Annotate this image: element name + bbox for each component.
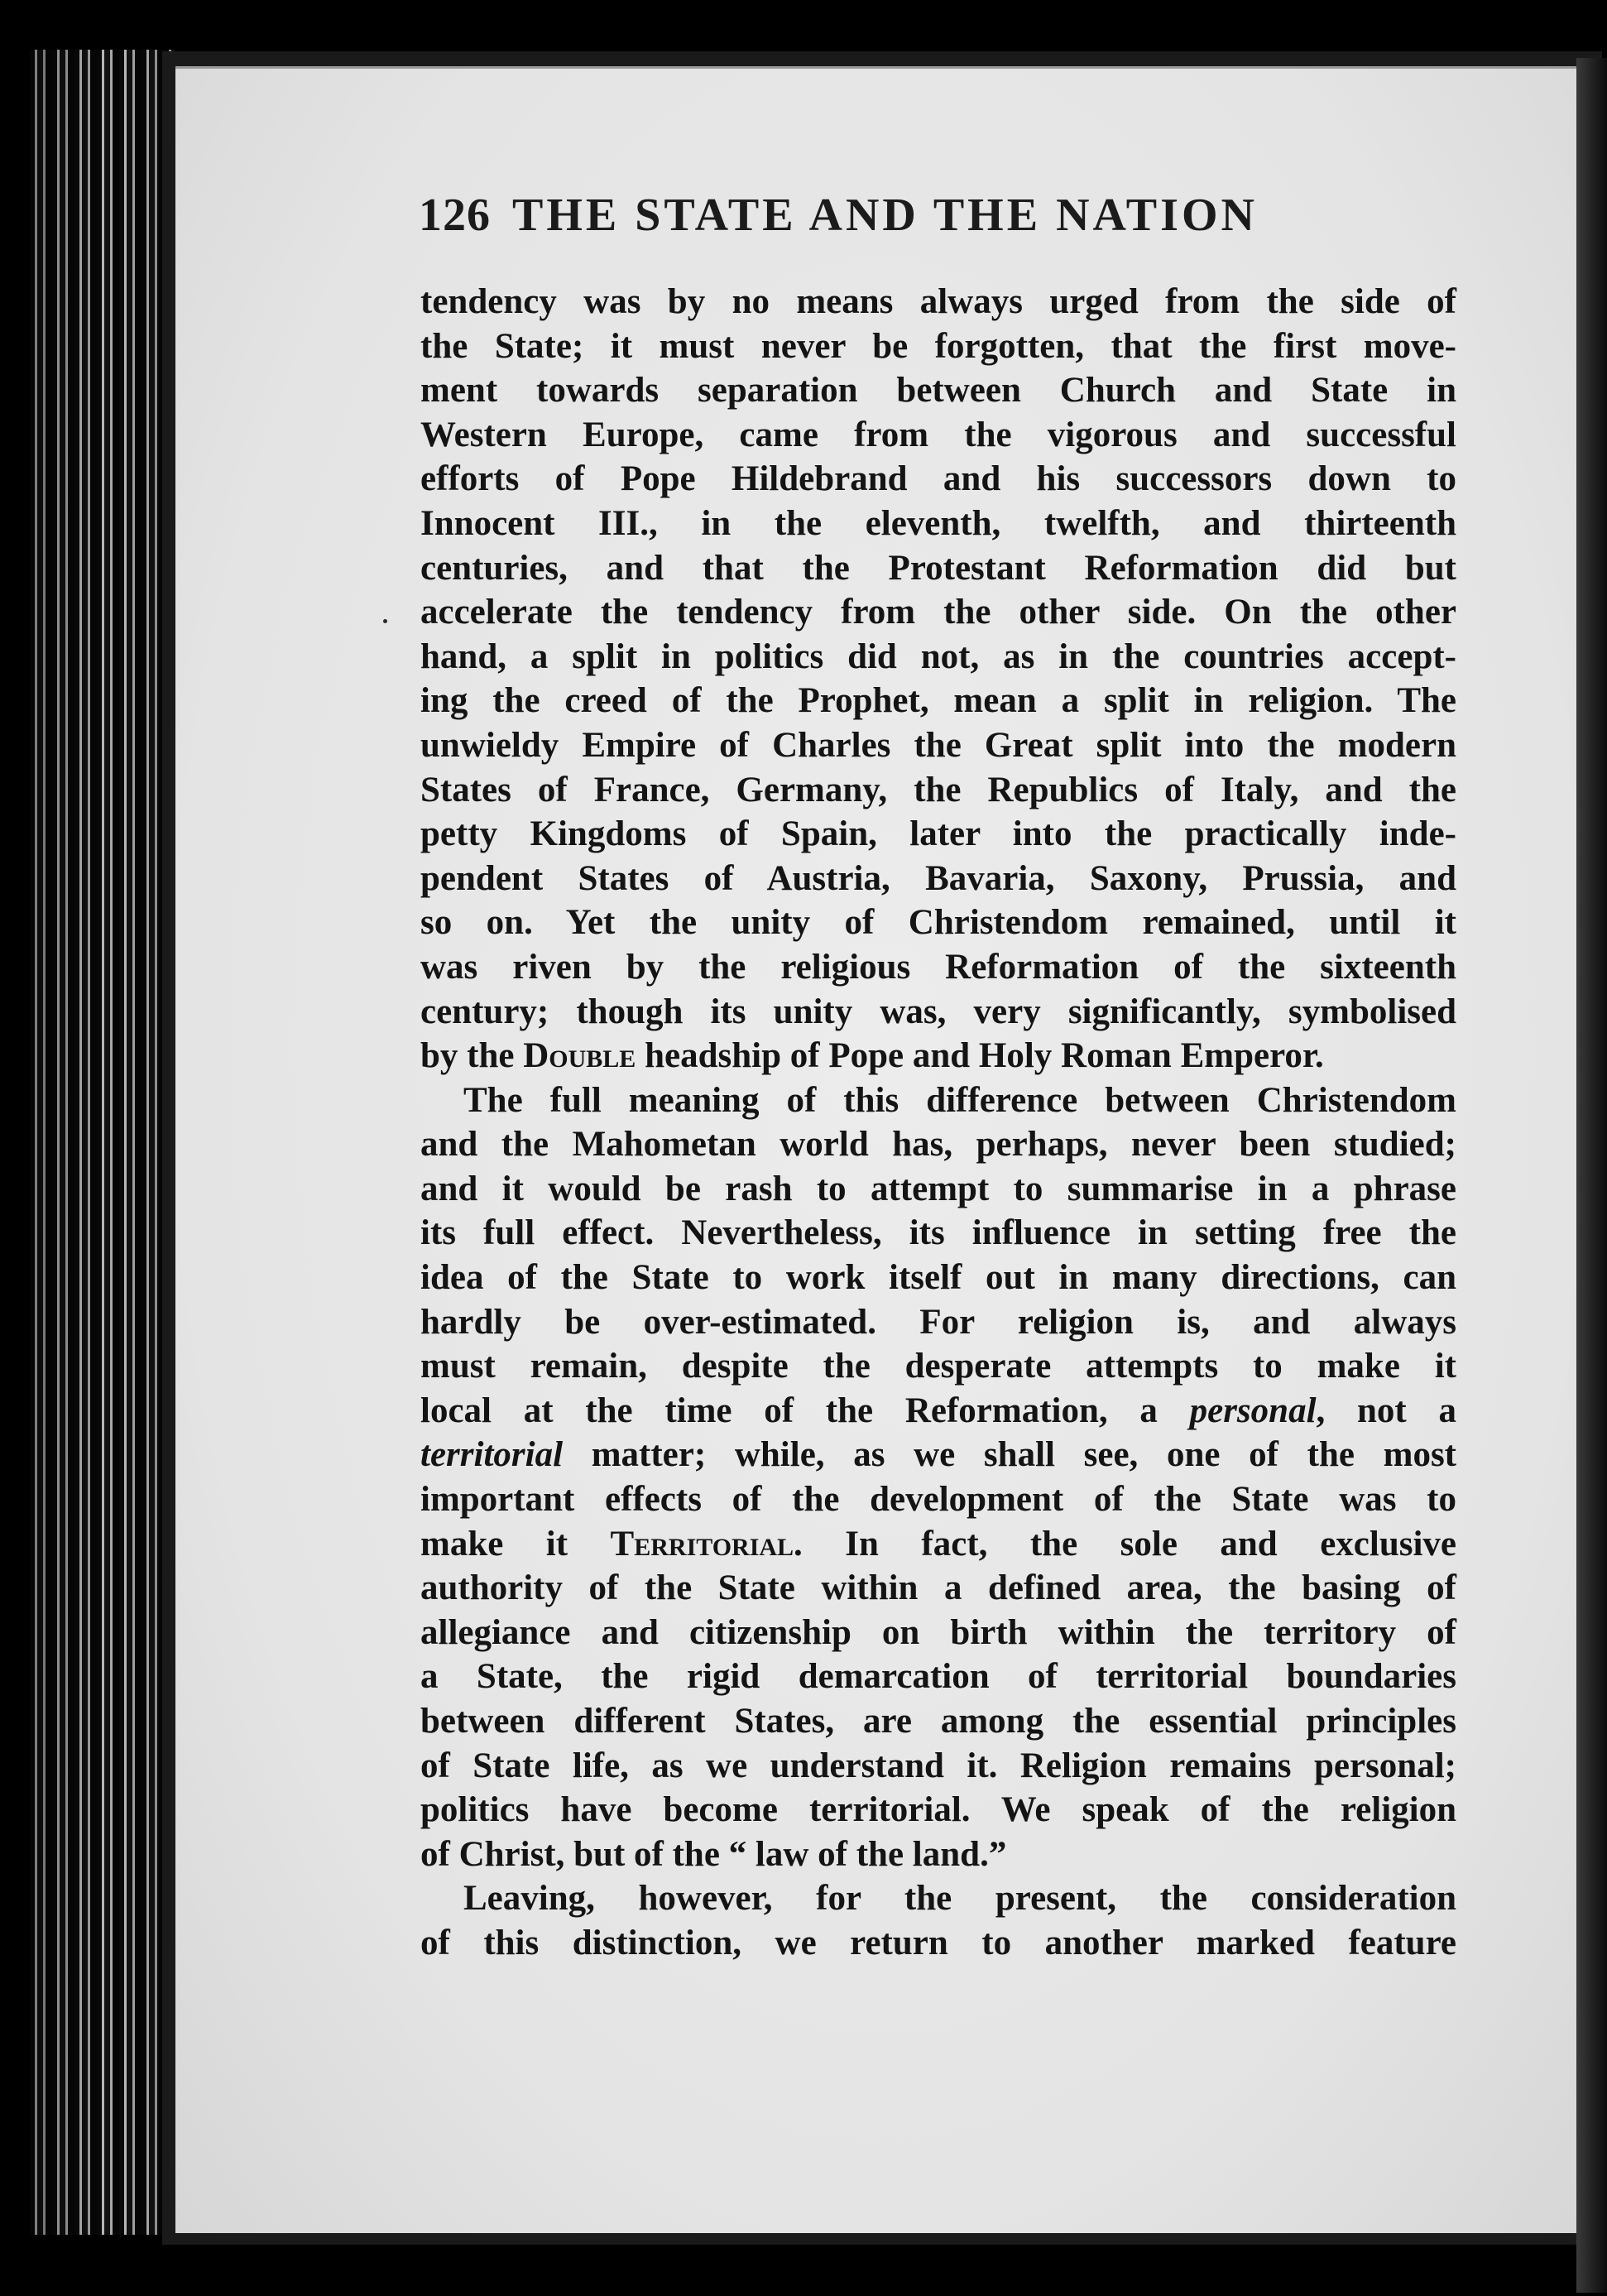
text-line [420,1034,1456,1078]
text-run: was riven by the religious Reformation of the sixteenth [420,947,1456,987]
text-line [420,1655,1456,1699]
text-line [420,1788,1456,1832]
text-line [420,812,1456,857]
text-run: tendency was by no means always urged from the side of [420,282,1456,321]
text-line [420,1344,1456,1389]
text-line [420,723,1456,768]
text-run: of Christ, but of the “ law of the land.” [420,1834,1007,1874]
text-line [420,1122,1456,1167]
text-run: ing the creed of the Prophet, mean a split in religion. The [420,681,1456,721]
text-run: important effects of the development of the State was to [420,1480,1456,1520]
body-text [420,280,1456,1966]
text-line [420,901,1456,945]
text-line [420,768,1456,813]
text-line [420,1611,1456,1655]
page-top-edge [175,66,1586,69]
page-number: 126 [419,190,491,241]
text-line [420,546,1456,591]
text-line [420,1921,1456,1966]
scan-speck [383,619,387,623]
text-run: allegiance and citizenship on birth within the territory of [420,1612,1456,1652]
text-run: accelerate the tendency from the other side. On the other [420,593,1456,632]
text-line [420,368,1456,413]
small-caps-word: Double [523,1036,636,1076]
text-line [420,945,1456,990]
text-run: pendent States of Austria, Bavaria, Saxony, Prussia, and [420,858,1456,898]
text-run: Innocent III., in the eleventh, twelfth, and thirteenth [420,503,1456,543]
text-run: unwieldy Empire of Charles the Great split into the modern [420,725,1456,765]
text-run: the State; it must never be forgotten, that the first move- [420,326,1456,366]
text-line [420,502,1456,546]
text-line [420,1566,1456,1611]
text-line [420,1078,1456,1123]
text-run: politics have become territorial. We speak of the religion [420,1790,1456,1830]
text-line [420,457,1456,502]
text-run: of this distinction, we return to another marked feature [420,1923,1456,1962]
text-line [420,1433,1456,1477]
text-run: Western Europe, came from the vigorous and successful [420,415,1456,454]
text-line [420,1256,1456,1300]
text-run: hand, a split in politics did not, as in the countries accept- [420,636,1456,676]
text-run: idea of the State to work itself out in many directions, can [420,1258,1456,1298]
text-run: by the [420,1036,524,1076]
text-run: In fact, the sole and exclusive [802,1524,1456,1563]
text-line [420,1477,1456,1522]
text-run: States of France, Germany, the Republics of Italy, and the [420,770,1456,809]
text-line [420,1744,1456,1789]
text-run: Leaving, however, for the present, the consideration [463,1879,1456,1919]
text-run: and it would be rash to attempt to summarise in a phrase [420,1169,1456,1208]
text-line [420,1300,1456,1345]
italic-word: personal [1189,1391,1317,1430]
text-run: so on. Yet the unity of Christendom remained, until it [420,903,1456,943]
text-line [420,280,1456,324]
text-line [420,1167,1456,1212]
text-line [420,324,1456,369]
text-run: between different States, are among the essential principles [420,1702,1456,1741]
page-right-edge [1576,58,1607,2293]
text-run: authority of the State within a defined area, the basing of [420,1568,1456,1608]
text-run: its full effect. Nevertheless, its influence in setting free the [420,1213,1456,1253]
text-line [420,679,1456,723]
text-line [420,990,1456,1035]
text-run: efforts of Pope Hildebrand and his successors down to [420,459,1456,499]
text-run: petty Kingdoms of Spain, later into the practically inde- [420,814,1456,854]
text-run: ment towards separation between Church and State in [420,371,1456,411]
text-line [420,635,1456,680]
text-run: The full meaning of this difference between Christendom [463,1080,1456,1120]
text-run: and the Mahometan world has, perhaps, never been studied; [420,1125,1456,1165]
text-run: matter; while, as we shall see, one of the most [563,1435,1456,1475]
text-run: centuries, and that the Protestant Reformation did but [420,548,1456,588]
text-run: must remain, despite the desperate attempts to make it [420,1347,1456,1386]
text-line [420,413,1456,458]
running-title: THE STATE AND THE NATION [512,190,1258,241]
small-caps-word: Territorial. [610,1524,803,1563]
text-line [420,1522,1456,1567]
text-line [420,1832,1456,1877]
text-line [420,857,1456,901]
text-run: of State life, as we understand it. Religion remains personal; [420,1746,1456,1785]
text-line [420,590,1456,635]
italic-word: territorial [420,1435,564,1475]
text-run: century; though its unity was, very significantly, symbolised [420,992,1456,1031]
text-line [420,1699,1456,1744]
text-line [420,1876,1456,1921]
text-run: hardly be over-estimated. For religion is, and always [420,1302,1456,1342]
text-run: a State, the rigid demarcation of territorial boundaries [420,1657,1456,1697]
text-run: headship of Pope and Holy Roman Emperor. [636,1036,1324,1076]
text-run: make it [420,1524,611,1563]
text-line [420,1211,1456,1256]
running-header [419,189,1329,247]
text-run: , not a [1316,1391,1456,1430]
text-line [420,1389,1456,1434]
binding-shading [30,50,175,2235]
text-run: local at the time of the Reformation, a [420,1391,1190,1430]
